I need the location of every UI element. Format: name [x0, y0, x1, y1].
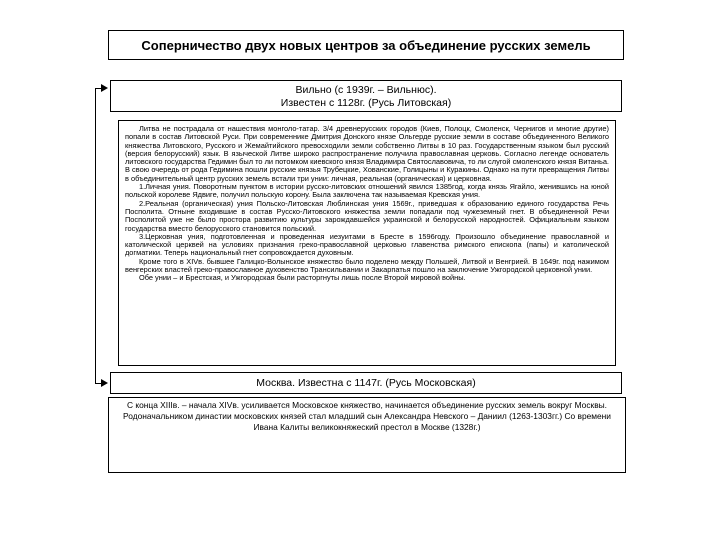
- vilno-paragraph: 3.Церковная уния, подготовленная и проведенная иезуитами в Бресте в 1596году. Произошло объединение православной и католической церквей на условиях признания греко-православной церковью главенства римского епископа (папы) и католической догматики. Теперь национальный гнет сопровождается духовным.: [125, 231, 609, 258]
- vilno-paragraph: Кроме того в XIVв. бывшее Галицко-Волынское княжество было поделено между Польшей, Литвой и Венгрией. В 1649г. под нажимом венгерских властей греко-православное духовенство Трансильвании и Закарпатья пошло на заключение Ужгородской церковной унии.: [125, 256, 609, 275]
- arrow-right-icon: [101, 84, 108, 92]
- vilno-description: [118, 120, 616, 366]
- connector-vertical-line: [95, 88, 96, 384]
- vilno-paragraph: 1.Личная уния. Поворотным пунктом в истории русско-литовских отношений явился 1385год, когда князь Ягайло, женившись на юной польской королеве Ядвиге, получил польскую корону. Была заключена так называемая Кревская уния.: [125, 182, 609, 200]
- moskva-title: Москва. Известна с 1147г. (Русь Московская): [256, 377, 476, 389]
- moskva-description: [108, 397, 626, 473]
- vilno-header: [110, 80, 622, 112]
- vilno-paragraph: 2.Реальная (органическая) уния Польско-Литовская Люблинская уния 1569г., приведшая к образованию единого государства Речь Посполита. Отныне входившие в состав Русско-Литовского княжества земли попадали под чужеземный гнет. В объединенной Речи Посполитой уже не было простора развитию культуры зарождавшейся украинской и белорусской народностей. Официальным языком государства вместо белорусского становится польский.: [125, 198, 609, 233]
- vilno-paragraph: Обе унии – и Брестская, и Ужгородская были расторгнуты лишь после Второй мировой войны.: [139, 273, 466, 283]
- arrow-right-icon: [101, 379, 108, 387]
- diagram-title-text: Соперничество двух новых центров за объединение русских земель: [141, 37, 591, 53]
- vilno-paragraph: Литва не пострадала от нашествия монголо-татар. 3/4 древнерусских городов (Киев, Полоцк, Смоленск, Чернигов и многие другие) попали в состав Литовской Руси. При современнике Дмитрия Донского князе Ольгерде русские земли в составе объединенного Великого княжества Литовского, Русского и Жемайтийского превосходили земли собственно Литвы в 10 раз. Государственным языком был русский (версия белорусский) язык. В языческой Литве широко распространение получила православная церковь. Согласно легенде основатель литовского государства Гедимин был то ли потомком киевского князя Владимира Святославовича, то ли слугой смоленского князя Витаньа. В свою очередь от рода Гедимина пошли русские князья Трубецкие, Хованские, Голицыны и Куракины. Однако на пути превращения Литвы в объединительный центр русских земель встали три унии: личная, реальная (органическая) и церковная.: [125, 124, 609, 183]
- diagram-title: [108, 30, 624, 60]
- moskva-header: [110, 372, 622, 394]
- moskva-paragraph: С конца XIIIв. – начала XIVв. усиливается Московское княжество, начинается объединение русских земель вокруг Москвы. Родоначальником династии московских князей стал младший сын Александра Невского – Даниил (1263-1303гг.) Со времени Ивана Калиты великокняжеский престол в Москве (1328г.): [123, 400, 611, 432]
- vilno-title: Вильно (с 1939г. – Вильнюс).: [295, 84, 437, 96]
- vilno-subtitle: Известен с 1128г. (Русь Литовская): [280, 97, 452, 109]
